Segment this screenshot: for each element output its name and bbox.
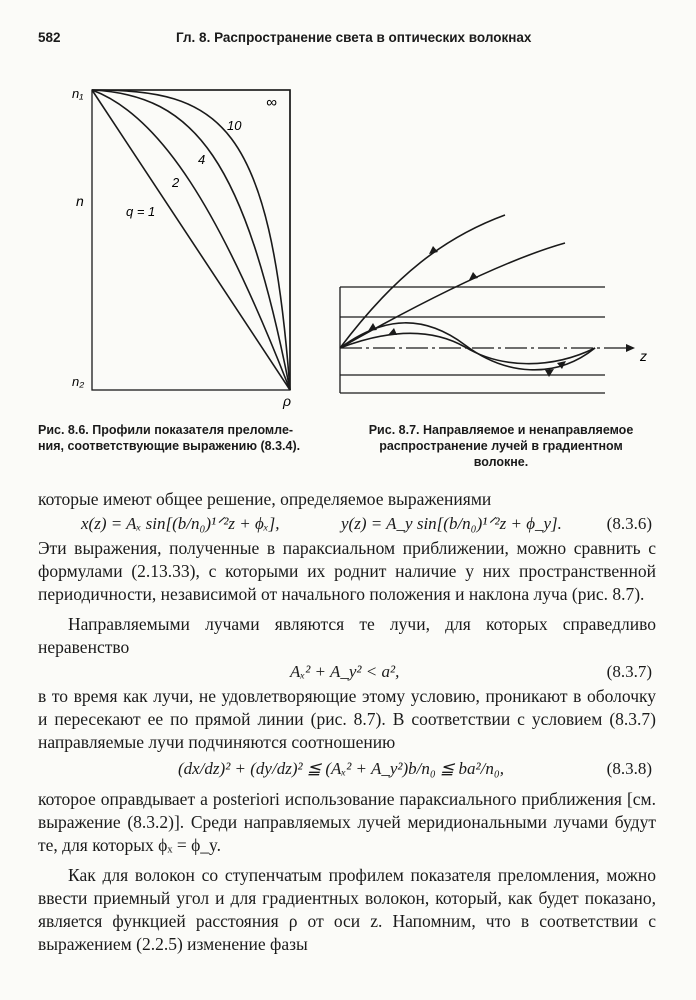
curve-q-1 xyxy=(92,90,290,390)
eq-8-3-6-y: y(z) = A_y sin[(b/n₀)¹ᐟ²z + ϕ_y]. xyxy=(341,514,562,533)
figure-8-7 xyxy=(335,205,665,415)
z-axis-arrow xyxy=(626,344,635,352)
equation-8-3-8 xyxy=(38,754,656,788)
running-title: Гл. 8. Распространение света в оптических волокнах xyxy=(176,30,532,45)
caption-8-7-line2: распространение лучей в градиентном xyxy=(379,439,623,453)
arrow-3 xyxy=(368,323,377,331)
intro-line: которые имеют общее решение, определяемое выражениями xyxy=(38,489,492,509)
eq-8-3-8: (dx/dz)² + (dy/dz)² ≦ (Aₓ² + A_y²)b/n₀ ≦ ba²/n₀, xyxy=(178,759,505,778)
label-q4: 4 xyxy=(198,152,206,167)
label-z: z xyxy=(640,348,647,364)
caption-8-6 xyxy=(38,422,338,454)
paragraph-1: Эти выражения, полученные в параксиальном приближении, можно сравнить с формулами (2.13.33), с которыми их роднит наличие у них пространственной периодичности, независимой от начального положения и наклона луча (рис. 8.7). xyxy=(38,538,656,604)
eq-8-3-6-x: x(z) = Aₓ sin[(b/n₀)¹ᐟ²z + ϕₓ], xyxy=(81,514,280,533)
arrow-4 xyxy=(388,328,397,335)
label-n: n xyxy=(76,193,84,209)
label-q1: q = 1 xyxy=(126,204,156,219)
label-q10: 10 xyxy=(227,118,242,133)
label-q2: 2 xyxy=(172,175,180,190)
arrow-5 xyxy=(545,369,554,377)
paragraph-3: в то время как лучи, не удовлетворяющие этому условию, проникают в оболочку и пересекают ее по прямой линии (рис. 8.7). В соответствии с условием (8.3.7) направляемые лучи подчиняются соотношению xyxy=(38,686,656,752)
caption-8-7 xyxy=(346,422,656,470)
page-number: 582 xyxy=(38,30,61,45)
caption-8-7-line3: волокне. xyxy=(473,455,529,469)
caption-8-6-line1: Рис. 8.6. Профили показателя преломле- xyxy=(38,423,294,437)
label-qinf: ∞ xyxy=(266,94,277,111)
label-rho: ρ xyxy=(283,393,292,409)
arrow-2 xyxy=(469,272,478,280)
equation-8-3-7 xyxy=(38,659,656,685)
eq-8-3-7: Aₓ² + A_y² < a², xyxy=(290,662,400,681)
equation-8-3-6 xyxy=(38,511,656,537)
caption-8-7-line1: Рис. 8.7. Направляемое и ненаправляемое xyxy=(368,423,634,437)
label-n1: n₁ xyxy=(72,86,84,101)
guided-ray-1 xyxy=(340,323,595,370)
paragraph-2: Направляемыми лучами являются те лучи, для которых справедливо неравенство xyxy=(38,614,656,657)
paragraph-4: которое оправдывает a posteriori использование параксиального приближения [см. выражение (8.3.2)]. Среди направляемых лучей меридиональными лучами будут те, для которых ϕₓ = ϕ_y. xyxy=(38,789,656,855)
unguided-ray-2 xyxy=(340,243,565,348)
figure-8-6 xyxy=(70,80,310,410)
paragraph-5: Как для волокон со ступенчатым профилем показателя преломления, можно ввести приемный угол и для градиентных волокон, который, как будет показано, является функцией расстояния ρ от оси z. Напомним, что в соответствии с выражением (2.2.5) изменение фазы xyxy=(38,865,656,954)
body-text xyxy=(38,488,656,956)
unguided-ray-1 xyxy=(340,215,505,348)
caption-8-6-line2: ния, соответствующие выражению (8.3.4). xyxy=(38,439,301,453)
label-n2: n₂ xyxy=(72,374,85,389)
eq-number-8-3-7: (8.3.7) xyxy=(606,662,652,681)
eq-number-8-3-8: (8.3.8) xyxy=(606,759,652,778)
eq-number-8-3-6: (8.3.6) xyxy=(606,514,652,533)
